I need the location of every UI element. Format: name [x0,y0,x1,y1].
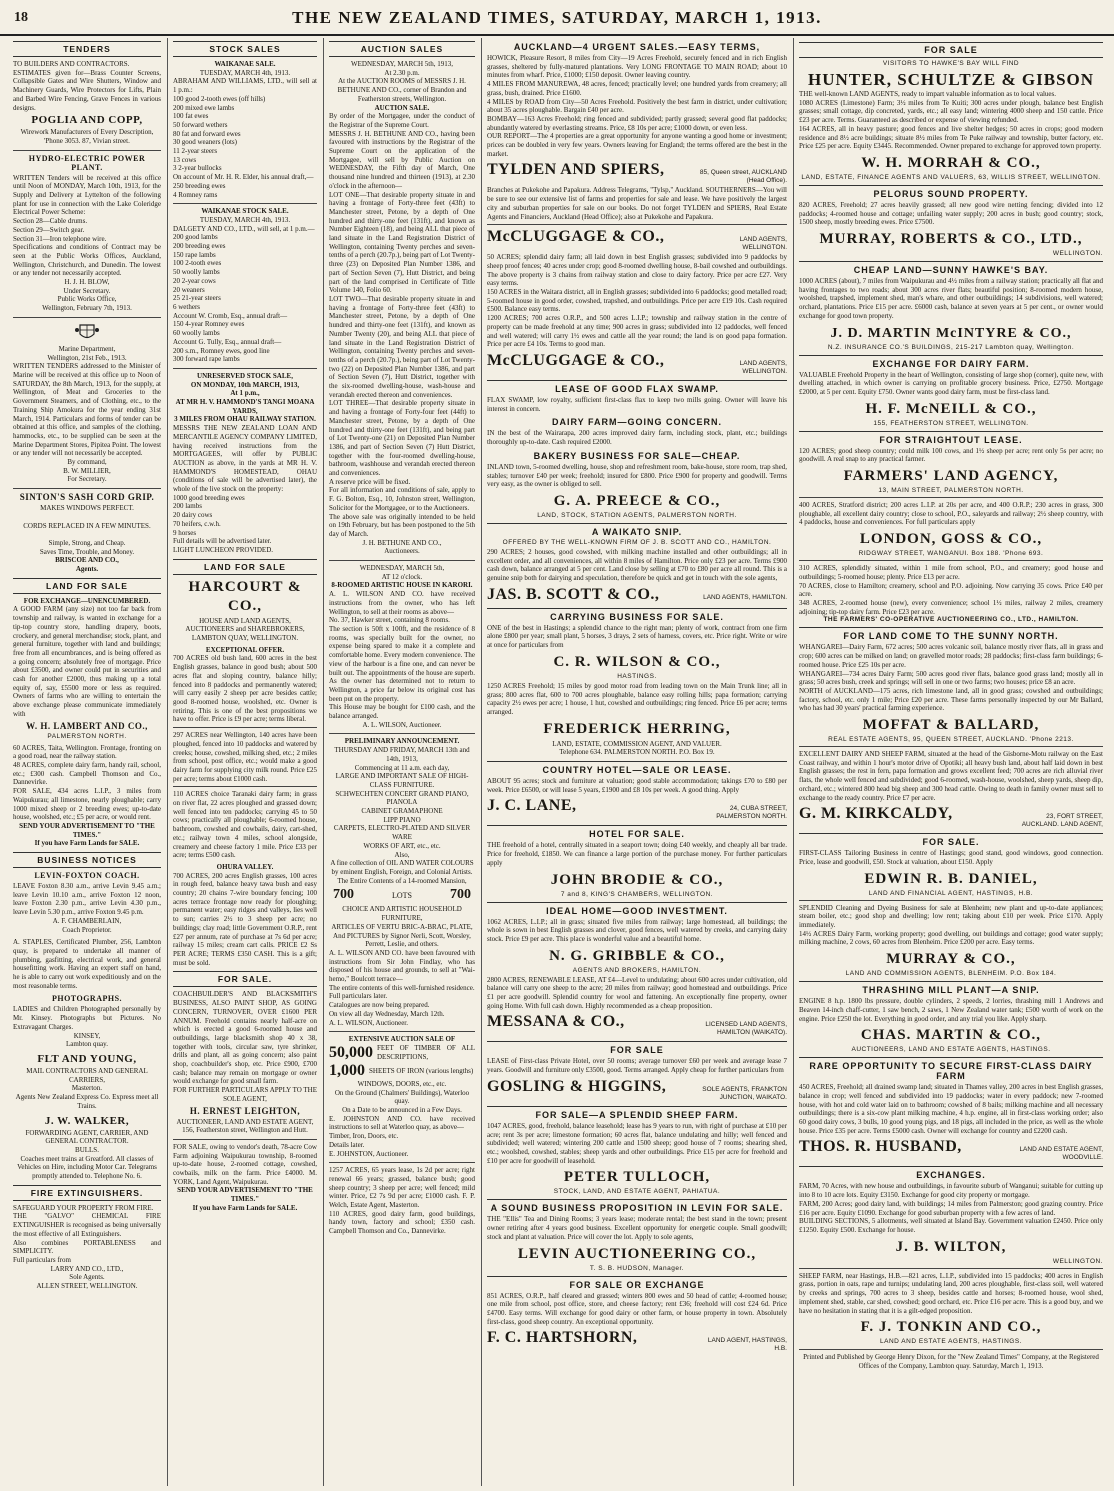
section-flax-swamp: LEASE OF GOOD FLAX SWAMP. [487,380,787,394]
ad-subtext: N.Z. INSURANCE CO.'S BUILDINGS, 215-217 Lambton quay, Wellington. [827,343,1075,351]
ad-heading: 8-ROOMED ARTISTIC HOUSE IN KARORI. [331,581,473,590]
ad-firm: POGLIA AND COPP, [31,114,143,127]
ad-firm: BRISCOE AND CO., Agents. [55,556,119,574]
column-1 [8,38,166,1486]
column-4 [481,38,792,1486]
ad-text: SPLENDID Cleaning and Dyeing Business for sale at Blenheim; new plant and up-to-date appliances; steam boiler, etc.; good shop and dwelling; low rent; taking about £10 per week. Price £170. Apply immediately. 14½ ACRES Dairy Farm, working property; good dwelling, out buildings and cottage; good water supply; milking machine, 2 cows, 60 acres from Blenheim. Price £200 per acre. Easy terms. [799,903,1103,947]
ad-text: HOWICK, Pleasure Resort, 8 miles from City—19 Acres Freehold, securely fenced and in rich English grasses, sheltered by fully-matured plantations. Very LONG FRONTAGE TO MAIN ROAD; about 10 minutes from wharf. Price, £1000; £150 deposit. Owner leaving country. 4 MILES FROM MANUREWA, 48 acres, fenced; practically level; one hundred yards from creamery; all grass, bush, drained. Price £1600. 4 MILES by ROAD from City—50 Acres Freehold. Positively the best farm in district, under cultivation; about 35 acres ploughable. Bargain £40 per acre. BOMBAY—163 Acres Freehold; ring fenced and subdivided; partly grassed; several good flat paddocks; abundantly watered by everlasting streams. Price, £8 10s per acre; £1000 down, or even less. OUR REPORT—The 4 properties are a great opportunity for anyone wanting a good home or investment; prices can be doubled in very few years. Owners leaving for England; the terms offered are the best in the market. [487,54,787,158]
ad-send-advertisement: SEND YOUR ADVERTISEMENT TO "THE TIMES." If you have Farm Lands for SALE. [177,1186,313,1212]
newspaper-title: THE NEW ZEALAND TIMES, SATURDAY, MARCH 1, 1913. [292,8,822,27]
ad-firm-levin: LEVIN AUCTIONEERING CO., [517,1245,757,1262]
section-sunny-north: FOR LAND COME TO THE SUNNY NORTH. [799,627,1103,641]
ad-heading: AUCTION SALE. [374,103,430,112]
divider [173,727,317,728]
ad-firm: FLT AND YOUNG, [37,1052,137,1065]
ad-sintons [13,492,161,574]
ad-poglia [13,60,161,146]
ad-subtext: 13, MAIN STREET, PALMERSTON NORTH. [878,487,1024,495]
timber-amount: 50,000 [329,1043,373,1061]
ad-text: 450 ACRES, Freehold; all drained swamp land; situated in Thames valley, 200 acres in best English grasses, balance in crop; well fenced and subdivided into 19 paddocks; water in every paddock; new 7-roomed house, with hot and cold water laid on to bathroom; cowshed of 8 bails; milking machine and all necessary outbuildings; there is a six-cow plant milking machine, 4 h.p. engine, all in first-class working order; also 60 good dairy cows, 3 bulls, 10 good young pigs, and 18 pigs, all included in the price, as well as the whole house. Price £35 per acre. Terms £5000 cash. Owner will exchange for country and £2200 cash. [799,1083,1103,1135]
ad-staples [13,938,161,990]
ad-address: LAND AGENTS, HAMILTON. [703,593,787,601]
section-for-sale: FOR SALE [487,1041,787,1055]
section-dairy-farm: DAIRY FARM—GOING CONCERN. [551,417,722,428]
page-number: 18 [14,10,28,25]
ad-subtext: AGENTS AND BROKERS, HAMILTON. [572,966,702,974]
ad-mccluggage-footer [487,352,787,376]
ad-subtext: LAND, ESTATE, COMMISSION AGENT, AND VALUER. Telephone 634. PALMERSTON NORTH. P.O. Box 19. [552,739,722,757]
ad-text: FARM, 70 Acres, with new house and outbuildings, in favourite suburb of Wanganui; suitable for cutting up into 8 to 10 acre lots. Equity £3150. Exchange for good city property or mortgage. FARM, 200 Acres; good dairy land, with buildings; 14 miles from Palmerston; good grazing country. Price £16 per acre. Equity £1090. Exchange for good suburban property with a few acres of land. BUILDING SECTIONS, 5 allotments, well situated at Island Bay. Government valuation £2450. Price only £1250. Equity £500. Exchange for house. [799,1182,1103,1234]
ad-firm-wilton: J. B. WILTON, [895,1238,1007,1255]
ad-firm-hunter: HUNTER, SCHULTZE & GIBSON [807,70,1095,89]
ad-firm: H. ERNEST LEIGHTON, [189,1105,301,1116]
ad-firm-daniel: EDWIN R. B. DANIEL, [864,870,1038,887]
ad-firm-cwilson: C. R. WILSON & CO., [553,653,721,670]
ad-subtext: STOCK, LAND, AND ESTATE AGENT, PAHIATUA. [553,1188,721,1196]
ad-text: A. STAPLES, Certificated Plumber, 256, Lambton quay, is prepared to undertake all manner of plumbing, gasfitting, electrical work, and general housefitting work. Having an expert staff on hand, he is able to carry out work expeditiously and on the most reasonable terms. [13,938,161,990]
ad-subtext: PALMERSTON NORTH. [47,732,127,740]
divider [329,1031,475,1032]
section-tenders: TENDERS [13,41,161,57]
ad-text: LOT TWO—That desirable property situate in and having a frontage of Forty-three feet (43ft) to Manchester street, Petone, by a depth of One hundred and thirty-one feet (131ft), and known as Number Twenty (20), and being ALL that piece of land situate in the Land Registration District of Wellington, containing Twenty perches and seven-tenths of a perch (20.7p.), being part of Lot Twenty-two (22) on Deposited Plan Number 1386, and part of Section Seven (7), Hutt District, together with the six-roomed dwelling-house, wash-house and verandah erected thereon and conveniences. [329,294,475,399]
ad-lane [487,797,787,821]
column-3 [323,38,480,1486]
ad-heading: WAIKANAE SALE. [214,60,276,68]
ad-subtext: LAND AND COMMISSION AGENTS, BLENHEIM. P.O. Box 184. [845,970,1057,978]
ad-heading: SINTON'S SASH CORD GRIP. [19,492,155,503]
ad-subtext: HASTINGS. [617,672,657,680]
ad-text: CHOICE AND ARTISTIC HOUSEHOLD FURNITURE, ARTICLES OF VERTU BRIC-A-BRAC, PLATE, And PICTURES by Signor Nerli, Scott, Worsley, Perrett, Leslie, and others. [331,905,473,949]
ad-leighton [173,990,317,1135]
ad-subtext: 155, FEATHERSTON STREET, WELLINGTON. [873,419,1029,427]
ad-firm-coop: THE FARMERS' CO-OPERATIVE AUCTIONEERING CO., LTD., HAMILTON. [823,616,1079,624]
lots-count-left: 700 [333,887,354,903]
ad-firm: G. M. KIRKCALDY, [799,805,953,823]
ad-heading: UNRESERVED STOCK SALE, ON MONDAY, 10th MARCH, 1913, At 1 p.m., AT MR H. V. HAMMOND'S TANGI MOANA YARDS, 3 MILES FROM OHAU RAILWAY STATION. [174,371,316,424]
ad-unreserved-stock-sale [173,372,317,555]
section-waikato-snip: A WAIKATO SNIP. [487,523,787,537]
ad-text: 120 ACRES; good sheep country; could milk 100 cows, and 1½ sheep per acre; rent only 5s per acre; no goodwill. A real snap to any practical farmer. [799,446,1103,464]
ad-date: TUESDAY, MARCH 4th, 1913. [199,68,291,77]
ad-flt-young [13,1053,161,1111]
ad-firm: F. C. HARTSHORN, [487,1329,638,1347]
ad-text: INLAND town, 5-roomed dwelling, house, shop and refreshment room, bake-house, store room, trap shed, stables; turnover £40 per week; freehold; insured for £800. Price £900 for property and goodwill. Terms very easy, as the owner is obliged to sell. [487,462,787,489]
ad-text: WRITTEN Tenders will be received at this office until Noon of MONDAY, March 10th, 1913, for the Supply and Delivery at Lyttelton of the following plant for use in connection with the Lake Coleridge Electrical Power Scheme: Section 28—Cable drums. Section 29—Switch gear. Section 31—Iron telephone wire. Specifications and conditions of Contract may be seen at the Public Works Offices, Auckland, Wellington, Christchurch, and Dunedin. The lowest or any tender not necessarily accepted. [13,173,161,278]
ad-text: TO BUILDERS AND CONTRACTORS. ESTIMATES given for—Brass Counter Screens, Collapsible Gates and Wire Shutters, Window and Machinery Guards, Wire Protectors for Lifts, Plain and Barbed Wire Fencing, Grave Fences in various designs. [13,60,161,112]
section-fire-extinguishers: FIRE EXTINGUISHERS. [13,1185,161,1201]
ad-text: 164 ACRES, all in heavy pasture; good fences and live shelter hedges; 50 acres in crops; good modern residence and 8½ acre buildings; situate 8½ miles from Te Puke railway and township, butter factory, etc. Price £25 per acre. Equity £3445. Recommended. Owner prepared to exchange for approved town property. [799,124,1103,151]
ad-signature: A. L. WILSON, Auctioneer. [362,720,442,729]
ad-subtext: T. S. B. HUDSON, Manager. [589,1264,685,1272]
ad-text: 400 ACRES, Stratford district; 200 acres L.I.P. at 20s per acre, and 400 O.R.P.; 230 acres in grass, 300 ploughable, all excellent dairy country; close to school, P.O., saleyards and railway; 2½ sheep country, with 4 paddocks, house and conveniences. For full particulars apply [799,501,1103,527]
ad-subtext: LAND AND ESTATE AGENTS, HASTINGS. [880,1338,1022,1346]
section-exchange-dairy: EXCHANGE FOR DAIRY FARM. [799,355,1103,369]
ad-text: LADIES and Children Photographed personally by Mr. Kinsey. Photographs but Pictures. No Extravagant Charges. [13,1005,161,1031]
ad-scott [487,586,787,604]
ad-text: 1062 ACRES, L.I.P.; all in grass; situated five miles from railway; large homestead, all buildings; the whole is sown in best English grasses and clover, good fences, well watered by creeks, and carrying dairy stock. Price £9 per acre. This place is wonderful value and a beautiful home. [487,917,787,943]
ad-firm-martin: CHAS. MARTIN & CO., [860,1027,1042,1044]
ad-text: 60 ACRES, Taita, Wellington. Frontage, fronting on a good road, near the railway station. 48 ACRES, complete dairy farm, handy rail, school, etc.; £300 cash. Campbell Thomson and Co., Dannevirke. FOR SALE, 434 acres L.I.P., 3 miles from Waipukurau; all limestone, nearly ploughable; carry 1000 mixed sheep or 2 breeding ewes; up-to-date house, woolshed, etc.; £5 per acre, or would rent. [13,743,161,822]
ad-text: For all information and conditions of sale, apply to F. G. Bolton, Esq., 10, Johnston street, Wellington, Solicitor for the Mortgagee, or to the Auctioneers. The above sale was originally intended to be held on 19th February, but has been postponed to the 5th day of March. [329,486,475,538]
ad-text: SAFEGUARD YOUR PROPERTY FROM FIRE. THE "GALVO" CHEMICAL FIRE EXTINGUISHER is recognised as being universally the most effective of all Extinguishers. Also combines PORTABLENESS and SIMPLICITY. Full particulars from [13,1203,161,1264]
ad-subtext: FORWARDING AGENT, CARRIER, AND GENERAL CONTRACTOR. BULLS. Coaches meet trains at Greatford. All classes of Vehicles on Hire, including Motor Car. Telegrams promptly attended to. Telephone No. 6. [17,1128,157,1181]
ad-address: LICENSED LAND AGENTS, HAMILTON (WAIKATO). [705,1021,787,1037]
masthead [0,0,1114,36]
ad-subtext: WELLINGTON. [1052,1257,1103,1265]
divider [173,786,317,787]
ad-firm: TYLDEN AND SPIERS, [487,161,665,179]
lots-label: LOTS [392,891,412,901]
ad-heading: PRELIMINARY ANNOUNCEMENT. [344,737,460,746]
ad-subtext: HOUSE AND LAND AGENTS, AUCTIONEERS and SHAREBROKERS, LAMBTON QUAY, WELLINGTON. [185,616,305,643]
ad-small-listings [13,744,161,848]
section-bakery: BAKERY BUSINESS FOR SALE—CHEAP. [533,450,741,461]
section-levin-business: A SOUND BUSINESS PROPOSITION IN LEVIN FOR SALE. [487,1199,787,1213]
ad-text: 310 ACRES, splendidly situated, within 1 mile from school, P.O., and creamery; good house and outbuildings; 5-roomed house; plenty. Price £13 per acre. [799,564,1103,581]
lots-count-right: 700 [450,887,471,903]
ad-firm-mcintyre: J. D. MARTIN McINTYRE & CO., [830,325,1072,341]
ad-text: 50 ACRES; splendid dairy farm; all laid down in best English grasses; subdivided into 9 paddocks by sheep proof fences; 40 acres under crop; good 8-roomed dwelling house, 8-bail cowshed and outbuildings. The above property is 3 chains from railway station and close to dairy factory. Price per acre £27. Very easy terms. [487,253,787,288]
ad-text: 150 ACRES in the Waitara district, all in English grasses; subdivided into 6 paddocks; good metalled road; 5-roomed house in good order, cowshed, trapshed, and outbuildings. Price per acre £19 10s. Cash required £500. Balance easy terms. [487,288,787,314]
ad-firm: GOSLING & HIGGINS, [487,1077,667,1095]
printer-imprint: Printed and Published by George Henry Dixon, for the "New Zealand Times" Company, at the Registered Offices of the Company, Lambton quay. Saturday, March 1, 1913. [799,1349,1103,1370]
section-business-notices: BUSINESS NOTICES [13,852,161,868]
ad-firm: THOS. R. HUSBAND, [799,1138,962,1156]
ad-text: 2800 ACRES, RENEWABLE LEASE, AT £4—Level to undulating; about 600 acres under cultivation, old balance will carry one sheep to the acre; 20 miles from railway; good homestead and outbuildings. Price £1 per acre goodwill. Splendid country for wool and fattening. An exceptionally fine property, owner going Home. With full cash down. Highly recommended as a cheap proposition. [487,975,787,1010]
divider [13,150,161,151]
ad-heading: LEVIN-FOXTON COACH. [34,871,140,881]
divider [13,488,161,489]
ad-subtext: AUCTIONEER, LAND AND ESTATE AGENT, 156, Featherston street, Wellington and Hutt. [176,1117,314,1135]
section-pelorus: PELORUS SOUND PROPERTY. [799,185,1103,199]
ad-text: LARGE AND IMPORTANT SALE OF HIGH-CLASS FURNITURE. SCHWECHTEN CONCERT GRAND PIANO, PIANOLA CABINET GRAMAPHONE LIPP PIANO CARPETS, ELECTRO-PLATED AND SILVER WARE WORKS OF ART, etc., etc. Also, A fine collection of OIL AND WATER COLOURS by eminent English, Foreign, and Colonial Artists. [330,772,474,876]
section-sale-or-exchange: FOR SALE OR EXCHANGE [487,1276,787,1290]
ad-heading: PHOTOGRAPHS. [51,994,123,1004]
ad-text: ENGINE 8 h.p. 1800 lbs pressure, double cylinders, 2 speeds, 2 lorries, thrashing mill 1 Andrews and Beaven 14-inch chaff-cutter, 1 saw bench, 2 saws, 1 New Zealand water tank; £500 worth of work on the engine. Price £250 the lot. Everything in good order, and any trial you like. Apply sharp. [799,997,1103,1023]
ad-signature: KINSEY, Lambton quay. [66,1031,108,1049]
ad-text: A GOOD FARM (any size) not too far back from township and railway, is wanted in exchange for a tip-top country store, handling drapery, boots, crockery, and general merchandise; stock, plant, and general furniture, together with land and buildings; free from all encumbrances, and is being offered as a going concern; absolutely free of mortgage. Price about £3500, and owner could put in securities and cash for another £2000, thus making up a total equity of, say, £5500 more or less as required. Owners of farms who are willing to entertain the above exchange please communicate immediately with [13,605,161,718]
ad-firm-gribble: N. G. GRIBBLE & CO., [549,947,725,964]
section-sheep-farm: FOR SALE—A SPLENDID SHEEP FARM. [487,1106,787,1120]
ad-heading: FOR EXCHANGE—UNENCUMBERED. [23,596,151,605]
section-country-hotel: COUNTRY HOTEL—SALE OR LEASE. [487,761,787,775]
section-stock-sales: STOCK SALES [173,41,317,57]
ad-mccluggage [487,228,787,252]
ad-text: 110 ACRES choice Taranaki dairy farm; in grass on river flat, 22 acres ploughed and grassed down; well fenced into ten paddocks; carrying 45 to 50 cows; practically all ploughable; 6-roomed house, bathroom, cowshed and cowbails, dairy, cart-shed, etc.; railway town 4 miles, school alongside, creamery and cheese factory 1 mile. Price £33 per acre; terms £500 cash. [173,790,317,860]
ad-firm-morrah: W. H. MORRAH & CO., [861,154,1041,171]
divider [173,1139,317,1140]
ad-text: FLAX SWAMP, low royalty, sufficient first-class flax to keep two mills going. Owner will leave his interest in concern. [487,395,787,413]
ad-firm-herring: FREDERICK HERRING, [543,720,731,737]
ad-date: TUESDAY, MARCH 4th, 1913. [199,215,291,224]
ad-text: ABRAHAM AND WILLIAMS, LTD., will sell at 1 p.m.: 100 good 2-tooth ewes (off hills) 200 mixed ewe lambs 100 fat ewes 50 forward wethers 80 fat and forward ewes 30 good weaners (lots) 11 2-year steers 13 cows 3 2-year bullocks On account of Mr. H. R. Elder, his annual draft,— 250 breeding ewes 4 Romney rams [173,77,317,199]
ad-harcourt [173,578,317,968]
ad-furniture-sale [329,737,475,1027]
ad-date: THURSDAY AND FRIDAY, MARCH 13th and 14th, 1913, Commencing at 11 a.m. each day, [334,746,470,772]
ad-address: 85, Queen street, AUCKLAND (Head Office). [699,169,787,185]
ad-text: ONE of the best in Hastings; a splendid chance to the right man; plenty of work, contract from one firm alone £800 per year; small plant, 5 horses, 3 drays, 2 sets of harness, covers, etc. Price right. Write or wire at once for particulars from [487,623,787,650]
ad-marine [13,345,161,484]
ad-subtext: REAL ESTATE AGENTS, 95, QUEEN STREET, AUCKLAND. 'Phone 2213. [828,736,1074,744]
section-auckland-sales: AUCKLAND—4 URGENT SALES.—EASY TERMS, [513,42,761,52]
ad-text: COACHBUILDER'S AND BLACKSMITH'S BUSINESS, ALSO PAINT SHOP, AS GOING CONCERN, TURNOVER, OVER £1600 PER ANNUM. Freehold contains nearly half-acre on which is erected a good 6-roomed house and outbuildings, large blacksmith shop 40 x 38, together with tools, circular saw, tyre shrinker, drills and plant, all as going concern; also paint shop, coachbuilder's shop, etc. Price £900, £700 cash; balance may remain on mortgage or owner would exchange for good small farm. [173,990,317,1086]
ad-subtext: 7 and 8, KING'S CHAMBERS, WELLINGTON. [560,890,714,898]
ad-text: IN the best of the Wairarapa, 200 acres improved dairy farm, including stock, plant, etc.; buildings thoroughly up-to-date. Cash required £2000. [487,429,787,447]
ad-coach [13,871,161,934]
ad-text: LEAVE Foxton 8.30 a.m., arrive Levin 9.45 a.m.; leave Levin 10.10 a.m., arrive Foxton 12 noon, leave Foxton 2.30 p.m., arrive Levin 4.30 p.m., leave Levin 5.30 p.m., arrive Foxton 9.45 p.m. [13,882,161,917]
ad-bethune [329,60,475,556]
section-carrying-business: CARRYING BUSINESS FOR SALE. [487,608,787,622]
ad-heading: OHURA VALLEY. [216,862,274,871]
divider [487,224,787,225]
ad-firm-tonkin: F. J. TONKIN AND CO., [860,1319,1042,1336]
ad-address: 23, FORT STREET, AUCKLAND. LAND AGENT, [1021,813,1103,829]
iron-desc: SHEETS OF IRON (various lengths) [369,1066,474,1075]
ad-text: FIRST-CLASS Tailoring Business in centre of Hastings; good stand, good windows, good connection. Price, lease and goodwill, £50. Stock at valuation, about £150. Apply [799,849,1103,866]
section-auction-sales: AUCTION SALES [329,41,475,57]
ad-text: The Entire Contents of a 14-roomed Mansion, [337,876,467,885]
section-exchanges: EXCHANGES. [799,1166,1103,1180]
ad-text: 1200 ACRES; 700 acres O.R.P., and 500 acres L.I.P.; township and railway station in the centre of property can be made freehold at any time; 900 acres in grass; subdivided into 12 paddocks, well fenced and well watered; will carry 1½ ewes and cattle all the year round; the land is on good papa formation. Price per acre £4 10s. Terms to good man. [487,314,787,349]
divider [799,1268,1103,1269]
ad-text: WHANGAREI—Dairy Farm, 672 acres; 500 acres volcanic soil, balance mostly river flats, all in grass and crop; 600 acres can be milked on land; on gravelled motor roads; 28 paddocks; first-class farm buildings; 6-roomed house. Price £25 10s per acre. WHANGAREI—734 acres Dairy Farm; 500 acres good river flats, balance good grass land; mostly all in grass; 50 acres bush, creek and springs; will sell in one or two farms; two houses; price £8 an acre. NORTH of AUCKLAND—175 acres, rich limestone land, all in good grass; cowshed and outbuildings; factory, school, etc. only 1 mile; Price £20 per acre. These farms personally inspected by our Mr Ballard, who has had 30 years' practical farming experience. [799,643,1103,713]
divider [173,368,317,369]
section-straightout-lease: FOR STRAIGHTOUT LEASE. [799,431,1103,445]
divider [329,560,475,561]
ad-firm: MESSANA & CO., [487,1013,625,1031]
ad-text: MESSRS THE NEW ZEALAND LOAN AND MERCANTILE AGENCY COMPANY LIMITED, having received instructions from the MORTGAGEES, will offer by PUBLIC AUCTION as above, in the yards at MR H. V. HAMMOND'S HOMESTEAD, OHAU (conditions of sale will be advertised later), the whole of the live stock on the property: 1000 good breeding ewes 200 lambs 20 dairy cows 70 heifers, c.w.h. 9 horses Full details will be advertised later. LIGHT LUNCHEON PROVIDED. [173,424,317,554]
ad-heading: EXTENSIVE AUCTION SALE OF [348,1035,456,1044]
ad-text: E. JOHNSTON AND CO. have received instructions to sell at Waterloo quay, as above— Timber, Iron, Doors, etc. Details later. E. JOHNSTON, Auctioneer. [329,1114,475,1158]
ad-husband [799,1138,1103,1162]
ad-subtext: VISITORS TO HAWKE'S BAY WILL FIND [882,60,1020,67]
column-5 [793,38,1108,1486]
section-ideal-home: IDEAL HOME—GOOD INVESTMENT. [487,902,787,916]
ad-signature: A. F. CHAMBERLAIN, Coach Proprietor. [52,916,122,934]
ad-firm-preece: G. A. PREECE & CO., [553,492,721,509]
ad-text: 1047 ACRES, good, freehold, balance leasehold; lease has 9 years to run, with right of purchase at £10 per acre; rent 3s per acre; limestone formation; 60 acres flat, balance undulating and hilly; well fenced and subdivided; well watered; wintering 200 cattle and 1500 sheep; good house of 7 rooms; shearing shed, etc.; woolshed, cowshed, stables; sheep yards and other outbuildings. Price £15 per acre for freehold and £10 per acre for goodwill of leasehold. [487,1121,787,1165]
ad-text: SHEEP FARM, near Hastings, H.B.—821 acres, L.I.P., subdivided into 15 paddocks; 400 acres in English grass, portion in oats, rape and turnips; undulating land, 200 acres ploughable, first-class soil, well watered by creeks and springs, 700 acres to 3 sheep, besides cattle and horses; 8-roomed house, wool shed, implement shed, stable, car shed, cowshed; good orchard, etc. Price £16 per acre. This is a good buy, and we have no hesitation in stating that it is a gilt-edged proposition. [799,1271,1103,1315]
ad-waikanae-stock-sale [173,207,317,364]
ad-subtext: LAND, ESTATE, FINANCE AGENTS AND VALUERS, 63, WILLIS STREET, WELLINGTON. [801,173,1101,181]
ad-hydro [13,154,161,313]
section-hotel-for-sale: HOTEL FOR SALE. [487,825,787,839]
section-land-for-sale: LAND FOR SALE [173,559,317,575]
ad-text: Branches at Pukekohe and Papakura. Address Telegrams, "Tylsp," Auckland. SOUTHERNERS—You will be sure to see our extensive list of farms and properties for sale and lease. We have positively the largest city and suburban properties for sale on our books. Do not forget TYLDEN and SPIERS, Real Estate Agents and Financiers, Auckland (Head Office); also at Pukekohe and Papakura. [487,186,787,221]
ad-text: 70 ACRES, close to Hamilton; creamery, school and P.O. adjoining. Now carrying 35 cows. Price £40 per acre. [799,581,1103,599]
ad-text: 290 ACRES; 2 houses, good cowshed, with milking machine installed and other outbuildings; all in excellent order, and all conveniences, all within 8 miles of Hamilton. Price only £23 per acre. Terms £900 cash down, balance arranged at 5 per cent. Land close by selling at £70 to £80 per acre all round. This is a genuine snip both for dairying and speculation, therefore be quick and get in touch with the sole agents, [487,547,787,583]
ad-firm: HARCOURT & CO., [188,578,302,614]
section-for-sale-2: FOR SALE. [799,833,1103,847]
ad-text: 820 ACRES, Freehold; 27 acres heavily grassed; all new good wire netting fencing; divided into 12 paddocks; 4-roomed house and cottage; unfailing water supply; 200 acres in bush; good country; stock, 1500 sheep, mostly breeding ewes. Price £7500. [799,200,1103,227]
ad-subtext: AUCTIONEERS, LAND AND ESTATE AGENTS, HASTINGS. [851,1046,1051,1054]
ad-subtext: LAND AND FINANCIAL AGENT, HASTINGS, H.B. [868,889,1034,897]
ad-date: WEDNESDAY, MARCH 5th, AT 12 o'clock. [359,564,445,581]
ad-firm-london-goss: LONDON, GOSS & CO., [859,531,1043,548]
ad-firm-moffat: MOFFAT & BALLARD, [862,717,1040,734]
ad-waikanae-sale [173,60,317,199]
ad-firm: McCLUGGAGE & CO., [487,228,665,246]
ad-text: LOT THREE—That desirable property situate in and having a frontage of Forty-four feet (44ft) to Manchester street, Petone, by a depth of One hundred and thirty-one feet (131ft), and being part of Lot Twenty-one (21) on Deposited Plan Number 1386, and part of Section Seven (7) Hutt District, together with the four-roomed dwelling-house, bathroom, washhouse and verandah erected thereon and conveniences. A reserve price will be fixed. [329,399,475,486]
ad-gosling [487,1078,787,1102]
divider [799,900,1103,901]
ad-text: THE "Ellis" Tea and Dining Rooms; 3 years lease; moderate rental; the best stand in the town; present owner retiring after 4 years good business. Excellent opportunity for energetic couple. Small goodwill; stock and plant at valuation. Price will cover the lot. Apply to sole agents, [487,1215,787,1241]
ad-heading: HYDRO-ELECTRIC POWER PLANT. [28,153,146,172]
timber-line [329,1044,475,1062]
ad-owing [173,1143,317,1213]
ad-address: 24, CUBA STREET, PALMERSTON NORTH. [716,805,787,821]
ad-text: 348 ACRES, 2-roomed house (new), every convenience; school 1½ miles, railway 2 miles, creamery adjoining; tip-top dairy farm. Price £23 per acre. [799,598,1103,616]
ad-text: 700 ACRES, 200 acres English grasses, 100 acres in rough feed, balance heavy tawa bush and easy country; 20 chains 7-wire boundary fencing; 100 acres terrace frontage now ready for ploughing; permanent water; easy ridges and valleys, lies well to sun; carries 2½ to 3 sheep per acre; no buildings; clay road; little Government O.R.P., rent £27 per annum, rate of purchase at 7s 6d per acre; railway 15 miles; cream cart calls. PRICE £2 Ss PER ACRE; TERMS £350 CASH. This is a gift; must be sold. [173,871,317,967]
timber-desc: FEET OF TIMBER OF ALL DESCRIPTIONS, [377,1044,475,1061]
coat-of-arms-icon [74,321,100,343]
ad-1257-acres: 1257 ACRES, 65 years lease, 1s 2d per acre; right renewal 66 years; grassed, balance bush; good sheep country; 3 sheep per acre; well fenced; mild winter. Price, £2 7s 9d per acre; £1000 cash. F. P. Welch, Estate Agent, Masterton. [329,1166,475,1210]
ad-lambert [13,597,161,740]
ad-text: WRITTEN TENDERS addressed to the Minister of Marine will be received at this office up to Noon of SATURDAY, the 8th March, 1913, for the supply, at Wellington, of Meat and Groceries to the Government Steamers, and of Clothing, etc., to the Training Ship Amokura for the year ending 31st March, 1914. Particulars and forms of tender can be obtained at this office, and samples of the clothing, hammocks, etc., to be supplied can be seen at the Marine Department Stores, Pipitea Point. The lowest or any tender will not necessarily be accepted. [13,362,162,458]
ad-text: 1080 ACRES (Limestone) Farm; 3½ miles from Te Kuiti; 300 acres under plough, balance best English grasses; small cottage, dip concreted, yards, etc.; all easy land; wintering 4000 sheep and 150 cattle. Price £23 per acre. Terms. Guaranteed as described or expense of viewing refunded. [799,98,1103,125]
column-2 [167,38,322,1486]
ad-text: LEASE of First-class Private Hotel, over 50 rooms; average turnover £60 per week and average lease 7 years. Goodwill and furniture only £3500, good. Terms arranged. Apply cheap for further particulars from [487,1057,787,1075]
ad-send-advertisement: SEND YOUR ADVERTISEMENT TO "THE TIMES." If you have Farm Lands for SALE. [19,821,155,848]
ad-110-acres: 110 ACRES, good dairy farm, good buildings, handy town, factory and school; £350 cash. Campbell Thomson and Co., Dannevirke. [329,1209,475,1236]
ad-address: LAND AGENTS, WELLINGTON. [739,236,787,252]
ad-text: A. L. WILSON AND CO. have been favoured with instructions from Sir John Findlay, who has disposed of his house and grounds, to sell at "Wai-hemo," Boulcott terrace— The entire contents of this well-furnished residence. Full particulars later. Catalogues are now being prepared. On view all day Wednesday, March 12th. A. L. WILSON, Auctioneer. [329,948,475,1027]
ad-galvo [13,1204,161,1291]
ad-subtext: WELLINGTON. [1052,250,1103,258]
ad-subtext: OFFERED BY THE WELL-KNOWN FIRM OF J. B. SCOTT AND CO., HAMILTON. [502,538,772,546]
ad-address: LAND AGENT, HASTINGS, H.B. [707,1337,787,1353]
ad-address: LAND AND ESTATE AGENT, WOODVILLE. [1019,1146,1103,1162]
ad-date: Marine Department, Wellington, 21st Feb., 1913. [47,344,127,362]
section-land-for-sale: LAND FOR SALE [13,578,161,594]
ad-text: 851 ACRES, O.R.P., half cleared and grassed; winters 800 ewes and 50 head of cattle; 4-roomed house; one mile from school, post office, store, and cheese factory; rent £36; freehold will cost £24 6d. Price £4700. Easy terms. Will exchange for good dairy or other farm, or house property in town. Absolutely first-class, good sheep country. An exceptional opportunity. [487,1291,787,1326]
ad-subtext: LAND, STOCK, STATION AGENTS, PALMERSTON NORTH. [537,511,737,519]
ad-karori-house [329,564,475,729]
ad-text: FOR SALE, owing to vendor's death, 78-acre Cow Farm adjoining Waipukurau township, 8-roomed up-to-date house, 2-roomed cottage, cowshed, cowbails, milk on the farm. Price £4000. M. YORK, Land Agent, Waipukurau. [173,1142,317,1186]
divider [799,497,1103,498]
ad-timber-sale [329,1035,475,1158]
section-thrashing-mill: THRASHING MILL PLANT—A SNIP. [799,981,1103,995]
ad-kirkcaldy [799,805,1103,829]
section-for-sale: FOR SALE [799,42,1103,58]
ad-tylden-spiers [487,161,787,185]
ad-walker [13,1115,161,1181]
ad-date: WEDNESDAY, MARCH 5th, 1913, At 2.30 p.m. At the AUCTION ROOMS of MESSRS J. H. BETHUNE AND CO., corner of Brandon and Featherston streets, Wellington. [337,60,467,103]
ad-text: THE well-known LAND AGENTS, ready to impart valuable information as to local values. [799,90,1056,98]
ad-firm-tulloch: PETER TULLOCH, [563,1169,711,1186]
ad-subtext: MAIL CONTRACTORS AND GENERAL CARRIERS, Masterton. Agents New Zealand Express Co. Express meet all Trains. [15,1066,159,1110]
ad-text: 1250 ACRES Freehold; 15 miles by good motor road from leading town on the Main Trunk line; all in grass; 800 acres flat, 600 to 700 acres ploughable, balance easy rolling hills; papa formation; carrying capacity 2½ ewes per acre; 1 house, 1 hut, cowshed and outbuildings; ring fenced. Price £6 per acre; terms arranged. [487,681,787,716]
ad-firm: J. W. WALKER, [44,1114,130,1127]
ad-firm-murray-co: MURRAY & CO., [886,951,1016,968]
ad-firm: JAS. B. SCOTT & CO., [487,585,660,603]
ad-hartshorn [487,1329,787,1353]
ad-text: VALUABLE Freehold Property in the heart of Wellington, consisting of large shop (corner), quite new, with dwelling attached, in which owner is carrying on profitable grocery business. Price, £2750. Mortgage £2000, at 5 per cent. Equity £750. Owner wants good dairy farm, must be first-class land. [799,370,1103,396]
ad-firm-farmers: FARMERS' LAND AGENCY, [843,468,1059,485]
ad-heading: EXCEPTIONAL OFFER. [205,645,285,654]
divider [799,746,1103,747]
ad-firm-brodie: JOHN BRODIE & CO., [550,871,724,888]
ad-signature: LARRY AND CO., LTD., Sole Agents. ALLEN STREET, WELLINGTON. [36,1264,138,1291]
ad-text: MAKES WINDOWS PERFECT. CORDS REPLACED IN A FEW MINUTES. Simple, Strong, and Cheap. Saves Time, Trouble, and Money. [23,504,151,556]
ad-text: DALGETY AND CO., LTD., will sell, at 1 p.m.— 200 good lambs 200 breeding ewes 150 rape lambs 100 2-tooth ewes 50 woolly lambs 20 2-year cows 20 weaners 25 21-year steers 6 wethers Account W. Cromb, Esq., annual draft— 150 4-year Romney ewes 60 woolly lambs Account G. Tully, Esq., annual draft— 200 s.m., Romney ewes, good line 300 forward rape lambs [173,224,315,364]
ad-signature: H. J. H. BLOW, Under Secretary. Public Works Office, Wellington, February 7th, 1913. [42,278,132,313]
ad-text: 1000 ACRES (about), 7 miles from Waipukurau and 4½ miles from a railway station; practically all flat and having frontages to two roads; about 300 acres river flats; beautiful position; 8-roomed modern house, woolshed, trapshed, implement shed, man's whare, and other outbuildings; 14 subdivisions, well watered; orchard, plantations. Price £15 per acre. £6000 cash, balance at seven years at 5 per cent., or owner would exchange for good town property. [799,277,1103,320]
ad-address: SOLE AGENTS, FRANKTON JUNCTION, WAIKATO. [702,1085,787,1101]
section-for-sale: FOR SALE. [173,971,317,987]
iron-line [329,1062,475,1080]
ad-text: EXCELLENT DAIRY AND SHEEP FARM, situated at the head of the Gisborne-Motu railway on the East Coast railway, and within 1 hour's motor drive of Opotiki; all heavy bush land, about half laid down in best English grasses; the rest in fern, papa formation and grows excellent feed; 700 acres are rich alluvial river flats, the whole well fenced and subdivided; good 6-roomed, wash-house, woolshed, sheep yards, sheep dip, orchard, etc.; wintered 800 head big sheep and 300 head cattle. Owing to death in family owner must sell to exchange to the ready country. Price £7 per acre. [799,750,1103,802]
ad-subtext: Wirework Manufacturers of Every Description, 'Phone 3053. 87, Vivian street. [20,128,154,145]
ad-heading: WAIKANAE STOCK SALE. [201,207,289,216]
ad-signature: J. H. BETHUNE AND CO., Auctioneers. [362,538,442,556]
section-rare-opportunity: RARE OPPORTUNITY TO SECURE FIRST-CLASS DAIRY FARM [799,1057,1103,1081]
ad-firm: W. H. LAMBERT AND CO., [26,720,148,731]
ad-text: 297 ACRES near Wellington, 140 acres have been ploughed, fenced into 10 paddocks and watered by creeks; house, cowshed, milking shed, etc.; 2 miles from school, post office, etc.; would make a good dairy farm for supplying city milk round. Price £25 per acre; terms about £1000 cash. [173,731,317,783]
section-cheap-land: CHEAP LAND—SUNNY HAWKE'S BAY. [799,261,1103,275]
divider [799,560,1103,561]
ad-text: THE freehold of a hotel, centrally situated in a seaport town; doing £40 weekly, and cheaply all bar trade. Price for freehold, £1850. We can finance a large portion of the purchase money. For further particulars apply [487,841,787,867]
ad-firm: McCLUGGAGE & CO., [487,351,665,369]
divider [173,203,317,204]
divider [13,317,161,318]
ad-signature: By command, B. W. MILLIER, For Secretary. [63,458,111,484]
ad-text: A. L. WILSON AND CO. have received instructions from the owner, who has left Wellington, to sell at their rooms as above— No. 37, Hawker street, containing 8 rooms. The section is 50ft x 100ft, and the residence of 8 rooms, was specially built for the owner, no expense being spared to make it a complete and comfortable home. Every modern convenience. The view of the harbour is a fine one, and can never be built out. The appointments of the house are superb. As the owner has determined not to return to Wellington, a price far below its original cost has been put on the property. This House may be bought for £100 cash, and the balance arranged. [329,590,475,721]
ad-firm-murray-roberts: MURRAY, ROBERTS & CO., LTD., [819,231,1083,248]
ad-address: LAND AGENTS, WELLINGTON. [739,359,787,375]
lots-line [333,887,471,903]
ad-messana [487,1013,787,1037]
ad-text: FOR FURTHER PARTICULARS APPLY TO THE SOLE AGENT, [173,1086,318,1103]
ad-text: 700 ACRES old bush land, 600 acres in the best English grasses, balance in good bush; about 500 acres flat and sloping country, balance hilly; fenced into 8 paddocks and permanently watered; will carry easily 2 sheep per acre besides cattle; good 8-roomed house, woolshed, etc. Owner is retiring. This is one of the best propositions we have to offer. Price is £9 per acre; terms liberal. [173,654,317,724]
ad-subtext: RIDGWAY STREET, WANGANUI. Box 188. 'Phone 693. [858,550,1044,558]
iron-amount: 1,000 [329,1061,365,1079]
ad-text: ABOUT 95 acres; stock and furniture at valuation; good stable accommodation; takings £70 to £80 per week. Price £6500, or will lease 5 years, £1900 and £8 10s per week. A good thing. Apply [487,777,787,794]
ad-firm-mcneill: H. F. McNEILL & CO., [865,400,1037,417]
ad-photographs [13,994,161,1049]
ad-firm: J. C. LANE, [487,797,577,815]
divider [329,1162,475,1163]
ad-text: WINDOWS, DOORS, etc., etc. On the Ground (Chalmers' Buildings), Waterloo quay. On a Date to be announced in a Few Days. [334,1079,470,1115]
ad-text: By order of the Mortgagee, under the conduct of the Registrar of the Supreme Court. MESSRS J. H. BETHUNE AND CO., having been favoured with instructions by the Registrar of the Supreme Court on the application of the Mortgagee, will sell by Public Auction on WEDNESDAY, the Fifth day of March, One thousand nine hundred and thirteen (1913), at 2.30 o'clock in the afternoon— LOT ONE—That desirable property situate in and having a frontage of Forty-three feet (43ft) to Manchester street, Petone, by a depth of One hundred and thirty-one feet (131ft), and known as Number Eighteen (18), and being ALL that piece of land situate in the Land Registration District of Wellington, containing Twenty perches and seven-tenths of a perch (20.7p.), being part of Lot Twenty-three (23) on Deposited Plan Number 1386, and part of Section Seven (7), Hutt District, and being part of the land comprised in Certificate of Title Volume 140, Folio 60. [329,112,475,295]
divider [329,733,475,734]
